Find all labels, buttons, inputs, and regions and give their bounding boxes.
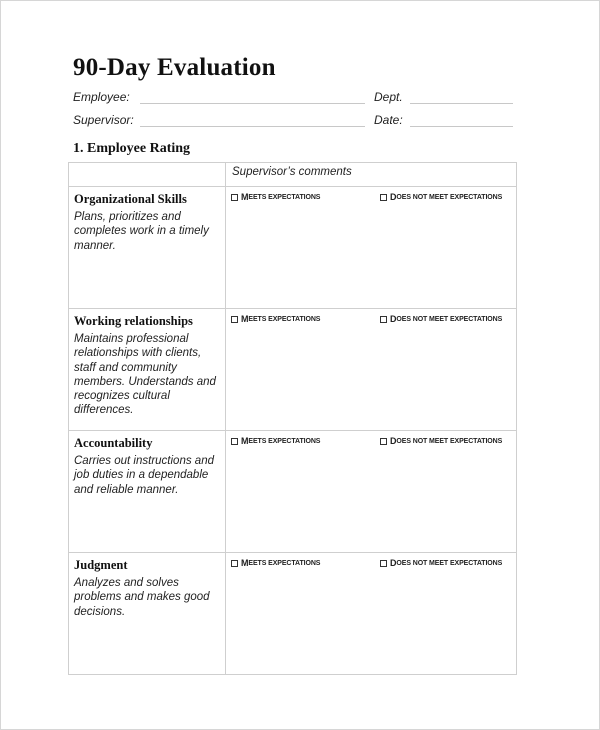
checkbox-icon[interactable] xyxy=(231,438,238,445)
option-initial: M xyxy=(241,192,249,202)
option-initial: D xyxy=(390,436,397,446)
rating-options xyxy=(226,431,516,446)
does-not-meet-option[interactable] xyxy=(380,314,502,324)
date-label: Date: xyxy=(374,113,403,127)
criterion-cell xyxy=(69,309,226,431)
criterion-cell xyxy=(69,553,226,675)
table-row xyxy=(69,309,517,431)
dept-label: Dept. xyxy=(374,90,403,104)
criterion-title: Accountability xyxy=(74,436,153,450)
header-empty-cell xyxy=(69,163,226,187)
option-initial: M xyxy=(241,314,249,324)
option-label: OES NOT MEET EXPECTATIONS xyxy=(396,315,503,323)
supervisor-field[interactable] xyxy=(140,126,365,127)
criterion-cell xyxy=(69,187,226,309)
table-header-row xyxy=(69,163,517,187)
criterion-description: Analyzes and solves problems and makes good decisions. xyxy=(74,577,210,618)
criterion-title: Organizational Skills xyxy=(74,192,187,206)
option-label: EETS EXPECTATIONS xyxy=(248,437,321,445)
comments-cell[interactable] xyxy=(226,553,517,675)
criterion-cell xyxy=(69,431,226,553)
does-not-meet-option[interactable] xyxy=(380,558,502,568)
checkbox-icon[interactable] xyxy=(380,194,387,201)
option-label: EETS EXPECTATIONS xyxy=(248,193,321,201)
option-label: OES NOT MEET EXPECTATIONS xyxy=(396,559,503,567)
does-not-meet-option[interactable] xyxy=(380,436,502,446)
checkbox-icon[interactable] xyxy=(380,560,387,567)
rating-options xyxy=(226,309,516,324)
does-not-meet-option[interactable] xyxy=(380,192,502,202)
option-label: EETS EXPECTATIONS xyxy=(248,559,321,567)
rating-options xyxy=(226,553,516,568)
option-initial: D xyxy=(390,314,397,324)
table-row xyxy=(69,187,517,309)
section-heading: 1. Employee Rating xyxy=(73,141,191,156)
checkbox-icon[interactable] xyxy=(231,194,238,201)
option-initial: M xyxy=(241,436,249,446)
meets-expectations-option[interactable] xyxy=(231,436,380,446)
criterion-description: Maintains professional relationships with clients, staff and community members. Understands and recognizes cultural differences. xyxy=(74,333,216,417)
supervisor-label: Supervisor: xyxy=(73,113,134,127)
comments-cell[interactable] xyxy=(226,309,517,431)
criterion-description: Carries out instructions and job duties in a dependable and reliable manner. xyxy=(74,455,214,496)
checkbox-icon[interactable] xyxy=(231,316,238,323)
comments-cell[interactable] xyxy=(226,431,517,553)
option-initial: D xyxy=(390,558,397,568)
option-initial: D xyxy=(390,192,397,202)
checkbox-icon[interactable] xyxy=(380,316,387,323)
table-row xyxy=(69,553,517,675)
criterion-title: Working relationships xyxy=(74,314,193,328)
dept-field[interactable] xyxy=(410,103,513,104)
criterion-description: Plans, prioritizes and completes work in a timely manner. xyxy=(74,211,209,252)
employee-label: Employee: xyxy=(73,90,130,104)
document-title: 90-Day Evaluation xyxy=(73,54,276,81)
option-initial: M xyxy=(241,558,249,568)
date-field[interactable] xyxy=(410,126,513,127)
table-row xyxy=(69,431,517,553)
meets-expectations-option[interactable] xyxy=(231,558,380,568)
option-label: EETS EXPECTATIONS xyxy=(248,315,321,323)
option-label: OES NOT MEET EXPECTATIONS xyxy=(396,193,503,201)
employee-field[interactable] xyxy=(140,103,365,104)
comments-header: Supervisor’s comments xyxy=(226,163,517,187)
option-label: OES NOT MEET EXPECTATIONS xyxy=(396,437,503,445)
rating-options xyxy=(226,187,516,202)
meets-expectations-option[interactable] xyxy=(231,314,380,324)
criterion-title: Judgment xyxy=(74,558,128,572)
meets-expectations-option[interactable] xyxy=(231,192,380,202)
checkbox-icon[interactable] xyxy=(380,438,387,445)
comments-cell[interactable] xyxy=(226,187,517,309)
rating-table xyxy=(68,162,517,675)
checkbox-icon[interactable] xyxy=(231,560,238,567)
